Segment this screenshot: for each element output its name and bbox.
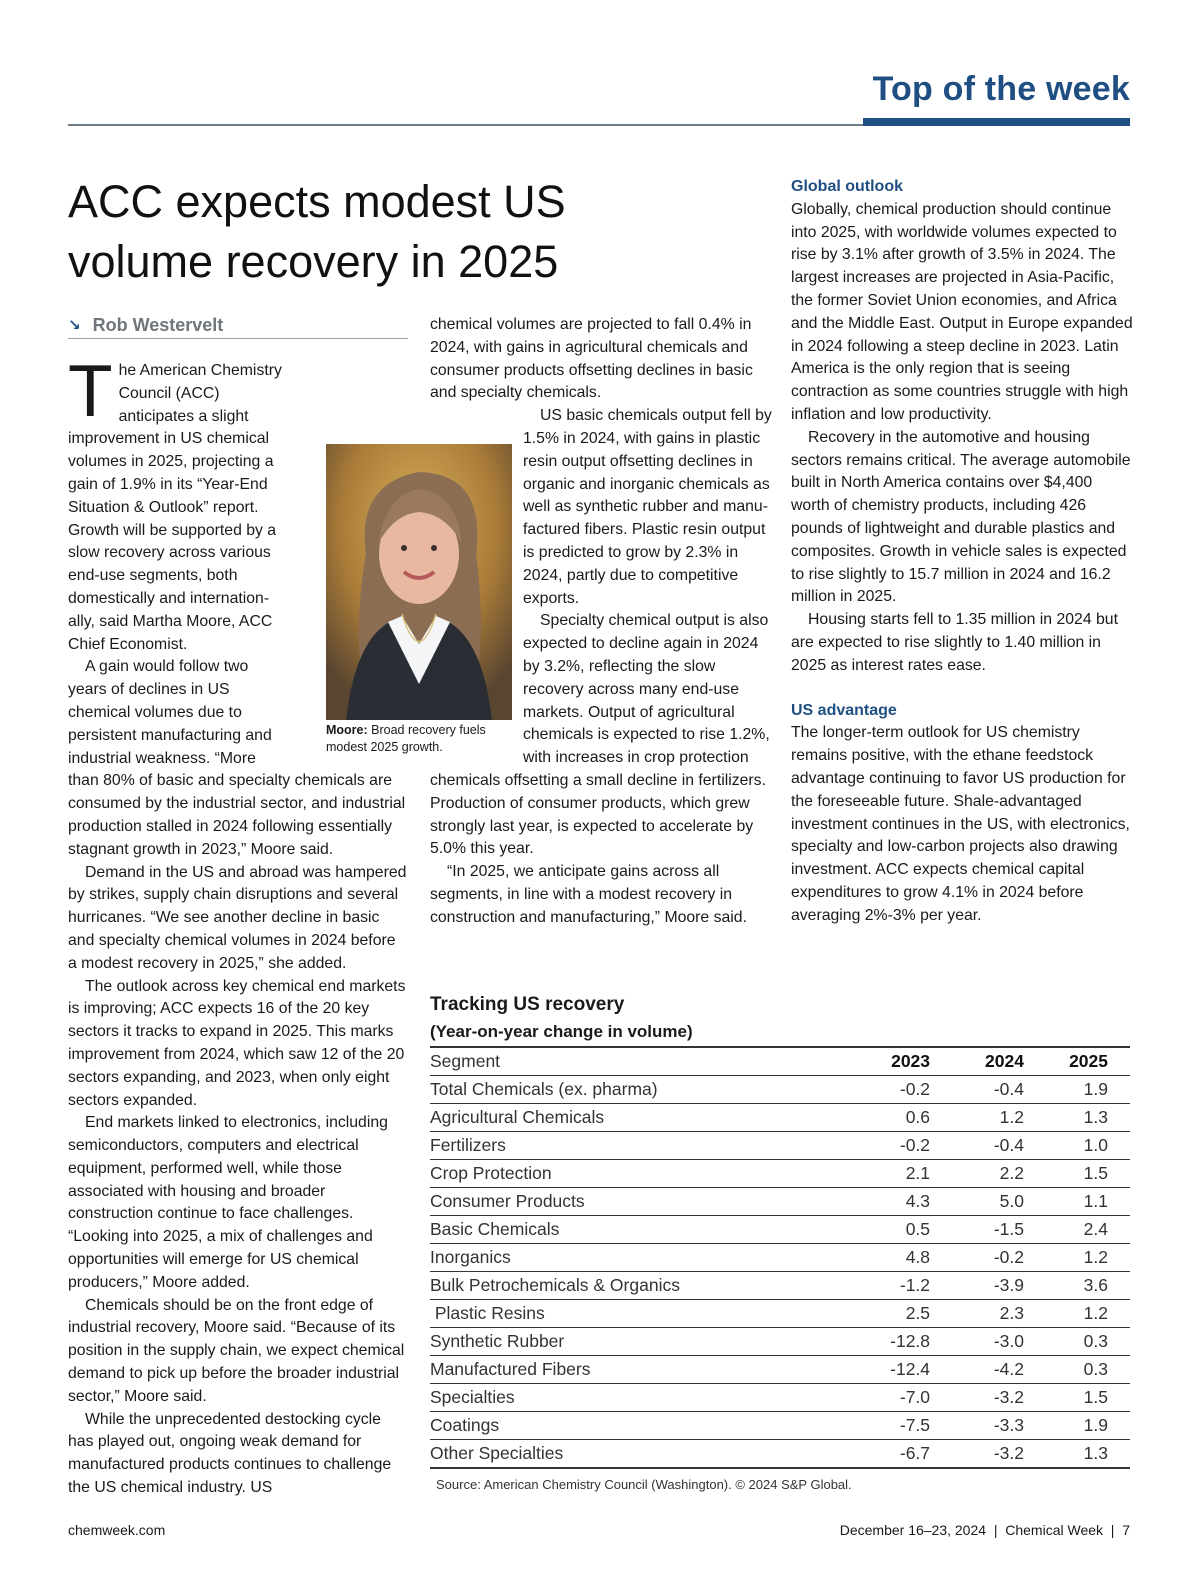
value-2024: 5.0 xyxy=(935,1188,1029,1216)
segment-cell: Plastic Resins xyxy=(430,1300,849,1328)
table-row xyxy=(430,1384,1130,1412)
value-2025: 1.5 xyxy=(1029,1384,1130,1412)
table-row xyxy=(430,1188,1130,1216)
recovery-table-block xyxy=(430,994,1130,1492)
header-2025: 2025 xyxy=(1029,1048,1130,1076)
paragraph: Globally, chemical production should continue into 2025, with worldwide volumes expected to rise by 3.1% after growth of 3.5% in 2024. The largest increases are projected in Asia-Pacific, the former Soviet Union economies, and Africa and the Middle East. Output in Europe expanded in 2024 following a steep decline in 2023. Latin America is the only region that is seeing contraction as some countries struggle with high inflation and low productivity. xyxy=(791,200,1133,423)
value-2024: 2.3 xyxy=(935,1300,1029,1328)
table-row xyxy=(430,1272,1130,1300)
table-row xyxy=(430,1076,1130,1104)
value-2023: 2.5 xyxy=(849,1300,935,1328)
drop-cap: T xyxy=(68,351,113,432)
paragraph: “In 2025, we anticipate gains across all segments, in line with a modest recovery in construction and manufacturing,” Moore said. xyxy=(430,863,747,926)
segment-cell: Other Specialties xyxy=(430,1440,849,1469)
paragraph: While the unprecedented destocking cycle has played out, ongoing weak demand for manufactured products continues to challenge the US chemical industry. US xyxy=(68,1410,392,1497)
segment-cell: Consumer Products xyxy=(430,1188,849,1216)
table-source: Source: American Chemistry Council (Washington). © 2024 S&P Global. xyxy=(436,1477,852,1492)
paragraph: Demand in the US and abroad was hampered by strikes, supply chain disruptions and several hurricanes. “We see another decline in basic and specialty chemical volumes in 2024 before a modest recovery in 2025,” she added. xyxy=(68,863,407,972)
value-2023: -12.8 xyxy=(849,1328,935,1356)
value-2025: 1.5 xyxy=(1029,1160,1130,1188)
segment-cell: Manufactured Fibers xyxy=(430,1356,849,1384)
table-row xyxy=(430,1328,1130,1356)
segment-cell: Bulk Petrochemicals & Organics xyxy=(430,1272,849,1300)
segment-cell: Agricultural Chemicals xyxy=(430,1104,849,1132)
value-2025: 1.2 xyxy=(1029,1300,1130,1328)
paragraph: Specialty chemical output is also expected to decline again in 2024 by 3.2%, reflecting the slow recovery across many end-use markets. Output of agricultural chemicals is expected to rise 1.2%, with increases in crop protection chemicals offsetting a small decline in fertilizers. Production of consumer products, which grew strongly last year, is expected to accelerate by 5.0% this year. xyxy=(430,612,770,858)
table-header-row xyxy=(430,1048,1130,1076)
value-2023: 4.8 xyxy=(849,1244,935,1272)
value-2025: 1.9 xyxy=(1029,1412,1130,1440)
segment-cell: Fertilizers xyxy=(430,1132,849,1160)
paragraph: A gain would follow two years of declines in US chemical volumes due to persistent manufacturing and industrial weakness. “More than 80% of basic and specialty chemicals are consumed by the industrial sector, and industrial production stalled in 2024 following essentially stagnant growth in 2023,” Moore said. xyxy=(68,658,406,858)
value-2023: -6.7 xyxy=(849,1440,935,1469)
segment-cell: Basic Chemicals xyxy=(430,1216,849,1244)
paragraph: The outlook across key chemical end markets is improving; ACC expects 16 of the 20 key sectors it tracks to expand in 2025. This marks improvement from 2024, which saw 12 of the 20 sectors expanding, and 2023, when only eight sectors expanded. xyxy=(68,977,406,1109)
article-title: ACC expects modest US volume recovery in 2025 xyxy=(68,176,566,287)
value-2023: -12.4 xyxy=(849,1356,935,1384)
value-2023: -0.2 xyxy=(849,1076,935,1104)
header-accent-bar xyxy=(863,118,1130,126)
portrait-photo xyxy=(326,444,512,720)
paragraph: The longer-term outlook for US chemistry remains positive, with the ethane feedstock advantage continuing to favor US production for the foreseeable future. Shale-advantaged investment continues in the US, with electronics, specialty and low-carbon projects also drawing investment. ACC expects chemical capital expenditures to grow 4.1% in 2024 before averaging 2%-3% per year. xyxy=(791,724,1130,924)
value-2023: 4.3 xyxy=(849,1188,935,1216)
value-2024: -4.2 xyxy=(935,1356,1029,1384)
value-2024: -0.4 xyxy=(935,1132,1029,1160)
value-2025: 1.1 xyxy=(1029,1188,1130,1216)
value-2023: -1.2 xyxy=(849,1272,935,1300)
value-2025: 2.4 xyxy=(1029,1216,1130,1244)
table-row xyxy=(430,1356,1130,1384)
header-2023: 2023 xyxy=(849,1048,935,1076)
value-2024: -1.5 xyxy=(935,1216,1029,1244)
header-2024: 2024 xyxy=(935,1048,1029,1076)
value-2024: -3.3 xyxy=(935,1412,1029,1440)
value-2023: -0.2 xyxy=(849,1132,935,1160)
header-segment: Segment xyxy=(430,1048,849,1076)
arrow-down-right-icon: ↘ xyxy=(68,317,81,334)
value-2025: 0.3 xyxy=(1029,1356,1130,1384)
paragraph: The American Chemistry Council (ACC) anticipates a slight improvement in US chemical volumes in 2025, projecting a gain of 1.9% in its “Year-End Situation & Outlook” report. Growth will be supported by a slow recovery across various end-use segments, both domestically and internationally, said Martha Moore, ACC Chief Economist. xyxy=(68,360,408,656)
value-2025: 1.2 xyxy=(1029,1244,1130,1272)
table-row xyxy=(430,1216,1130,1244)
value-2025: 1.3 xyxy=(1029,1104,1130,1132)
value-2025: 1.9 xyxy=(1029,1076,1130,1104)
value-2024: 2.2 xyxy=(935,1160,1029,1188)
portrait-illustration xyxy=(326,444,512,720)
recovery-table xyxy=(430,1048,1130,1469)
table-subtitle: (Year-on-year change in volume) xyxy=(430,1022,1130,1048)
paragraph: Housing starts fell to 1.35 million in 2024 but are expected to rise slightly to 1.40 million in 2025 as interest rates ease. xyxy=(791,611,1118,674)
table-row xyxy=(430,1412,1130,1440)
value-2023: -7.5 xyxy=(849,1412,935,1440)
value-2025: 0.3 xyxy=(1029,1328,1130,1356)
table-row xyxy=(430,1244,1130,1272)
value-2024: -0.4 xyxy=(935,1076,1029,1104)
value-2023: 0.6 xyxy=(849,1104,935,1132)
table-row xyxy=(430,1104,1130,1132)
table-row xyxy=(430,1160,1130,1188)
table-row xyxy=(430,1300,1130,1328)
table-title: Tracking US recovery xyxy=(430,994,625,1015)
paragraph: End markets linked to electronics, including semiconductors, computers and electrical equipment, performed well, while those associated with housing and broader construction continue to face challenges. “Looking into 2025, a mix of challenges and opportunities will emerge for US chemical producers,” Moore added. xyxy=(68,1114,388,1291)
paragraph: Recovery in the automotive and housing sectors remains critical. The average automobile built in North America contains over $4,400 worth of chemistry products, including 426 pounds of lightweight and durable plastics and composites. Growth in vehicle sales is expected to rise slightly to 15.7 million in 2024 and 16.2 million in 2025. xyxy=(791,428,1131,606)
table-row xyxy=(430,1132,1130,1160)
paragraph: chemical volumes are projected to fall 0.4% in 2024, with gains in agricultural chemicals and consumer products offsetting declines in basic and specialty chemicals. xyxy=(430,316,753,402)
paragraph: Chemicals should be on the front edge of industrial recovery, Moore said. “Because of its position in the supply chain, we expect chemical demand to pick up before the broader industrial sector,” Moore said. xyxy=(68,1296,405,1405)
byline xyxy=(68,312,408,339)
photo-caption: Moore: Broad recovery fuels modest 2025 growth. xyxy=(326,723,486,754)
section-heading: Top of the week xyxy=(872,70,1130,108)
value-2024: -0.2 xyxy=(935,1244,1029,1272)
subhead-us-advantage: US advantage xyxy=(791,701,897,719)
segment-cell: Coatings xyxy=(430,1412,849,1440)
value-2025: 1.3 xyxy=(1029,1440,1130,1469)
subhead-global-outlook: Global outlook xyxy=(791,178,903,195)
value-2023: -7.0 xyxy=(849,1384,935,1412)
value-2024: 1.2 xyxy=(935,1104,1029,1132)
segment-cell: Specialties xyxy=(430,1384,849,1412)
value-2024: -3.0 xyxy=(935,1328,1029,1356)
value-2025: 3.6 xyxy=(1029,1272,1130,1300)
segment-cell: Inorganics xyxy=(430,1244,849,1272)
paragraph: US basic chemicals output fell by 1.5% in 2024, with gains in plastic resin output offsetting declines in organic and inorganic chemicals as well as synthetic rubber and manufactured fibers. Plastic resin output is predicted to grow by 2.3% in 2024, partly due to competitive exports. xyxy=(430,405,772,610)
segment-cell: Total Chemicals (ex. pharma) xyxy=(430,1076,849,1104)
segment-cell: Crop Protection xyxy=(430,1160,849,1188)
article-column-3 xyxy=(791,176,1133,928)
table-row xyxy=(430,1440,1130,1469)
value-2024: -3.2 xyxy=(935,1440,1029,1469)
author-name[interactable]: Rob Westervelt xyxy=(92,314,224,335)
footer-issue: December 16–23, 2024 | Chemical Week | 7 xyxy=(839,1522,1130,1538)
value-2024: -3.2 xyxy=(935,1384,1029,1412)
value-2023: 0.5 xyxy=(849,1216,935,1244)
value-2025: 1.0 xyxy=(1029,1132,1130,1160)
segment-cell: Synthetic Rubber xyxy=(430,1328,849,1356)
value-2023: 2.1 xyxy=(849,1160,935,1188)
footer-site[interactable]: chemweek.com xyxy=(68,1522,166,1538)
value-2024: -3.9 xyxy=(935,1272,1029,1300)
